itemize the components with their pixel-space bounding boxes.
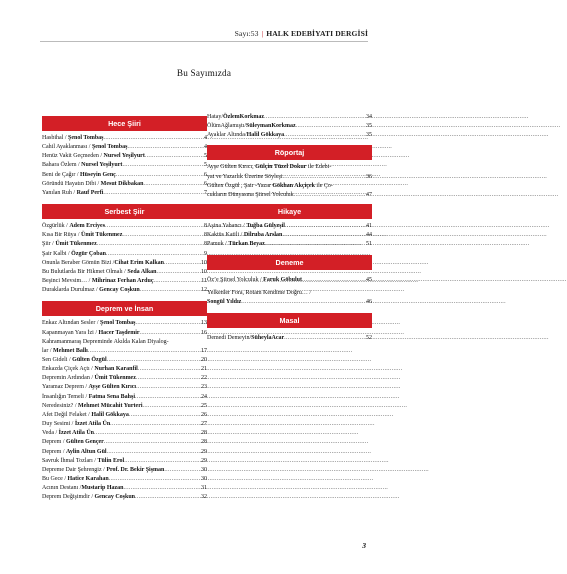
entry-author: Halil Gökkaya: [246, 132, 285, 139]
leader-dots: [302, 276, 365, 285]
leader-dots: [282, 173, 365, 182]
entry-page: 28: [201, 439, 207, 446]
entry-page: 29: [201, 448, 207, 455]
entry-page: 6: [204, 171, 207, 178]
entry-title: Demedi Demeyin/: [207, 335, 252, 342]
leader-dots: [285, 222, 365, 231]
leader-dots: [109, 475, 200, 484]
leader-dots: [164, 466, 200, 475]
entry-title: Gülten Özgül , Şair -Yazar: [207, 182, 273, 189]
leader-dots: [97, 240, 203, 249]
toc-entry[interactable]: [42, 268, 207, 277]
leader-dots: [135, 493, 200, 502]
entry-title: Acının Destanı /: [42, 485, 82, 492]
toc-entry[interactable]: [42, 393, 207, 402]
entry-page: 8: [204, 223, 207, 230]
entry-title: Duraklarda Durulmaz /: [42, 287, 100, 294]
leader-dots: [88, 347, 200, 356]
toc-list-deprem-continued: [207, 113, 372, 140]
leader-dots: [104, 134, 203, 143]
entry-title: Sen Gideli /: [42, 356, 73, 363]
toc-list-masal: [207, 334, 372, 343]
toc-list-deprem: [42, 319, 207, 502]
entry-author: Nursel Yeşilyurt: [103, 153, 145, 160]
entry-title: Depreme Dair Şehrengiz /: [42, 466, 107, 473]
entry-page: 27: [201, 421, 207, 428]
entry-author: Ümit Tükenmez: [55, 241, 97, 248]
entry-title: Onunla Beraber Gömün Bizi /: [42, 259, 115, 266]
entry-page: 35: [366, 123, 372, 130]
entry-author: Gülten Özgül: [72, 356, 107, 363]
toc-entry-deneme-1[interactable]: [207, 276, 372, 285]
leader-dots: [105, 222, 203, 231]
leader-dots: [135, 393, 200, 402]
entry-author: Hüseyin Genç: [80, 171, 116, 178]
section-bar-hece: Hece Şiiri: [42, 116, 207, 131]
leader-dots: [106, 250, 203, 259]
page-header: [40, 29, 368, 38]
entry-title: Ayaklar Altında/: [207, 132, 247, 139]
entry-page: 28: [201, 430, 207, 437]
header-rule: [40, 41, 368, 42]
entry-author: Tuğba Gülyeşil: [246, 223, 285, 230]
toc-entry[interactable]: [42, 383, 207, 392]
toc-entry[interactable]: [207, 222, 372, 231]
entry-author: Ümit Tükenmez: [94, 375, 136, 382]
entry-author: Aylin Altun Gül: [66, 448, 107, 455]
toc-entry[interactable]: [42, 222, 207, 231]
toc-entry[interactable]: [42, 402, 207, 411]
entry-author: Hacer Taşdemir: [98, 329, 140, 336]
leader-dots: [264, 113, 365, 122]
leader-dots: [127, 143, 203, 152]
entry-page: 30: [201, 466, 207, 473]
entry-title-end: ile Ço-: [314, 182, 333, 189]
entry-author: Gencay Coşkun: [99, 287, 140, 294]
toc-entry-roportaj-2[interactable]: [207, 182, 372, 200]
leader-dots: [136, 383, 200, 392]
entry-author: Gökhan Akçiçek: [272, 182, 315, 189]
entry-title: Kaktüs Katili /: [207, 232, 244, 239]
entry-author: Ayşe Gülten Kırıcı: [88, 384, 137, 391]
entry-page: 32: [201, 494, 207, 501]
entry-title: Öz’e Şiirsel Yolculuk /: [207, 276, 264, 283]
entry-page: 24: [201, 393, 207, 400]
toc-entry[interactable]: [42, 240, 207, 249]
entry-author: Dilruba Arslan: [243, 232, 283, 239]
entry-author: Ümit Tükenmez: [81, 232, 123, 239]
entry-title-end: ile Edebi-: [306, 164, 332, 171]
entry-page: 46: [366, 298, 372, 305]
leader-dots: [284, 334, 365, 343]
entry-page: 52: [366, 335, 372, 342]
entry-page: 34: [366, 114, 372, 120]
section-bar-deneme: Deneme: [207, 255, 372, 270]
entry-page: 20: [201, 356, 207, 363]
toc-entry[interactable]: [207, 113, 372, 122]
entry-title: Beni de Çağır /: [42, 171, 80, 178]
toc-entry[interactable]: [42, 484, 207, 493]
leader-dots: [116, 171, 203, 180]
leader-dots: [107, 356, 200, 365]
entry-title: Yanılan Ruh /: [42, 189, 77, 196]
toc-entry[interactable]: [42, 180, 207, 189]
entry-author: İzzet Atila Ün: [74, 421, 111, 428]
entry-page: 11: [201, 278, 207, 285]
entry-page: 10: [201, 259, 207, 266]
toc-left-column: [42, 112, 207, 502]
leader-dots: [124, 457, 200, 466]
entry-page: 25: [201, 402, 207, 409]
entry-page: 4: [204, 135, 207, 141]
toc-list-hece: [42, 134, 207, 198]
leader-dots: [136, 374, 200, 383]
leader-dots: [107, 448, 200, 457]
entry-page: 35: [366, 132, 372, 139]
entry-author: Gülçin Tüzel Dokur: [255, 164, 307, 171]
entry-page: 12: [201, 287, 207, 294]
entry-title: Ayşe Gülten Kırıcı,: [207, 164, 256, 171]
entry-author: Türkan Beyaz: [228, 241, 265, 248]
entry-title: Afet Değil Felaket /: [42, 411, 92, 418]
toc-entry[interactable]: [42, 143, 207, 152]
entry-author: ÖzlemKorkmaz: [223, 114, 264, 120]
entry-page: 36: [366, 173, 372, 180]
toc-entry[interactable]: [42, 189, 207, 198]
entry-page: 23: [201, 384, 207, 391]
toc-entry[interactable]: [207, 334, 372, 343]
entry-title: Deprem /: [42, 448, 66, 455]
entry-page: 10: [201, 268, 207, 275]
entry-author: Tülin Erol: [97, 457, 125, 464]
journal-name: HALK EDEBİYATI DERGİSİ: [266, 29, 368, 38]
entry-author: Mesut Dikbakan: [100, 180, 144, 187]
entry-title: Göründü Hayatın Dibi /: [42, 180, 101, 187]
entry-title: Yelkenler Fora, Rotam Kendime Doğru… /: [207, 289, 312, 296]
entry-author: Adem Erciyes: [69, 223, 106, 230]
toc-entry[interactable]: [42, 448, 207, 457]
toc-right-column: [207, 113, 372, 343]
entry-title: Şair Kalbi /: [42, 250, 72, 257]
entry-title: Henüz Vakit Geçmeden /: [42, 153, 104, 160]
entry-author: Rauf Perfi: [76, 189, 104, 196]
entry-title: Pamuk /: [207, 241, 229, 248]
toc-entry[interactable]: [42, 286, 207, 295]
toc-entry[interactable]: [42, 277, 207, 286]
entry-page: 26: [201, 411, 207, 418]
toc-entry[interactable]: [42, 466, 207, 475]
leader-dots: [122, 231, 203, 240]
toc-entry[interactable]: [42, 171, 207, 180]
entry-page: 4: [204, 144, 207, 151]
entry-title: Hatay/: [207, 114, 223, 120]
entry-page: 8: [204, 232, 207, 239]
leader-dots: [136, 319, 200, 328]
leader-dots: [143, 402, 200, 411]
leader-dots: [145, 152, 203, 161]
toc-entry[interactable]: [42, 259, 207, 268]
toc-entry[interactable]: [42, 329, 207, 338]
section-bar-roportaj: Röportaj: [207, 145, 372, 160]
entry-author: Özgür Çoban: [71, 250, 106, 257]
leader-dots: [144, 180, 203, 189]
leader-dots: [122, 161, 203, 170]
entry-title: Kısa Bir Rüya /: [42, 232, 81, 239]
header-separator: |: [261, 29, 264, 38]
entry-page: 29: [201, 457, 207, 464]
entry-author: Prof. Dr. Bekir Şişman: [106, 466, 165, 473]
entry-page: 6: [204, 180, 207, 187]
entry-author: Seda Alkan: [127, 268, 157, 275]
entry-title-cont: yat ve Yazarlık Üzerine Söyleşi: [207, 173, 283, 180]
toc-entry[interactable]: [42, 475, 207, 484]
entry-page: 5: [204, 153, 207, 160]
section-bar-masal: Masal: [207, 313, 372, 328]
entry-title: Cahil Ayaklanması /: [42, 144, 92, 151]
leader-dots: [140, 329, 200, 338]
leader-dots: [124, 484, 201, 493]
entry-author: Nursel Yeşilyurt: [81, 162, 123, 169]
entry-page: 13: [201, 320, 207, 327]
leader-dots: [241, 298, 365, 307]
leader-dots: [94, 429, 200, 438]
toc-entry[interactable]: [42, 365, 207, 374]
leader-dots: [138, 365, 200, 374]
leader-dots: [164, 259, 200, 268]
entry-author: Fatma Sena Bahşi: [88, 393, 135, 400]
leader-dots: [157, 268, 200, 277]
toc-list-serbest: [42, 222, 207, 295]
entry-author: Gencay Coşkun: [94, 494, 136, 501]
leader-dots: [110, 420, 200, 429]
toc-entry[interactable]: [207, 231, 372, 240]
entry-author: Şenol Tombaş: [100, 320, 136, 327]
leader-dots: [104, 438, 200, 447]
leader-dots: [296, 122, 365, 131]
entry-title: Deprem /: [42, 439, 66, 446]
entry-author: Hatice Karahan: [67, 476, 109, 482]
toc-entry[interactable]: [42, 429, 207, 438]
entry-page: 51: [366, 241, 372, 248]
entry-author: Mehmet Mücahit Yurteri: [77, 402, 143, 409]
entry-page: 8: [204, 241, 207, 248]
entry-title: Yaramaz Deprem /: [42, 384, 89, 391]
toc-entry[interactable]: [42, 356, 207, 365]
entry-title-cont: cukların Dünyasına Şiirsel Yolculuk: [207, 191, 294, 198]
entry-title: Deprem Değişimdir /: [42, 494, 95, 501]
toc-entry[interactable]: [42, 493, 207, 502]
entry-page: 44: [366, 232, 372, 239]
entry-title: Veda /: [42, 430, 59, 437]
entry-page: 9: [204, 250, 207, 257]
entry-page: 21: [201, 366, 207, 373]
entry-author: Şenol Tombaş: [68, 135, 104, 141]
entry-author: Mihrinaz Ferhan Arduç: [91, 278, 154, 285]
entry-page: 7: [204, 189, 207, 196]
entry-title: Kapanmayan Yara İzi /: [42, 329, 99, 336]
entry-author: Songül Yıldız: [207, 298, 242, 305]
entry-page: 17: [201, 347, 207, 354]
entry-title: Kahramanmaraş Depreminde Akılda Kalan Diyalog-: [42, 338, 169, 345]
entry-author: Nurhan Karanfil: [94, 366, 138, 373]
entry-author: Cihat Erim Kalkan: [114, 259, 165, 266]
entry-title: Beşinci Mevsim… /: [42, 278, 92, 285]
leader-dots: [129, 411, 200, 420]
entry-title: Neredesiniz? /: [42, 402, 78, 409]
toc-entry[interactable]: [42, 411, 207, 420]
entry-author: İzzet Atila Ün: [58, 430, 94, 437]
leader-dots: [265, 240, 365, 249]
entry-title: Hasbihal /: [42, 135, 68, 141]
entry-title: Enkaz Altından Sesler /: [42, 320, 100, 327]
toc-entry[interactable]: [42, 374, 207, 383]
entry-page: 30: [201, 476, 207, 482]
toc-entry[interactable]: [207, 122, 372, 131]
entry-author: Mustarip Hazan: [81, 485, 124, 492]
entry-title: Depremin Ardından /: [42, 375, 95, 382]
section-bar-deprem: Deprem ve İnsan: [42, 301, 207, 316]
entry-title: Duy Sesimi /: [42, 421, 75, 428]
leader-dots: [294, 191, 365, 200]
toc-entry[interactable]: [42, 438, 207, 447]
toc-entry[interactable]: [42, 134, 207, 143]
leader-dots: [154, 277, 201, 286]
entry-title: İnsanlığın Temeli /: [42, 393, 89, 400]
page-title: Bu Sayımızda: [176, 68, 232, 78]
entry-page: 16: [201, 329, 207, 336]
leader-dots: [103, 189, 203, 198]
toc-entry[interactable]: [42, 420, 207, 429]
toc-entry[interactable]: [207, 240, 372, 249]
toc-entry[interactable]: [42, 161, 207, 170]
entry-author: Şenol Tombaş: [91, 144, 128, 151]
toc-entry[interactable]: [42, 231, 207, 240]
entry-title: Bu Bulutlarda Bir Hikmet Olmalı /: [42, 268, 128, 275]
toc-list-hikaye: [207, 222, 372, 249]
section-bar-hikaye: Hikaye: [207, 204, 372, 219]
section-bar-serbest: Serbest Şiir: [42, 204, 207, 219]
entry-page: 22: [201, 375, 207, 382]
entry-title: Şiir /: [42, 241, 56, 248]
entry-author: Faruk Göbulut: [263, 276, 303, 283]
leader-dots: [140, 286, 200, 295]
entry-page: 31: [201, 485, 207, 492]
entry-title: ÖlümAğlamıştı/: [207, 123, 246, 130]
entry-author: Gülten Gençer: [66, 439, 104, 446]
entry-page: 5: [204, 162, 207, 169]
entry-author: Mehmet Ballı: [53, 347, 88, 354]
entry-title: Özgürlük /: [42, 223, 70, 230]
toc-entry[interactable]: [42, 319, 207, 328]
entry-title: Enkazda Çiçek Açtı /: [42, 366, 95, 373]
toc-entry-deneme-2[interactable]: [207, 289, 372, 307]
entry-title-cont: lar /: [42, 347, 53, 354]
toc-entry[interactable]: [207, 131, 372, 140]
toc-entry[interactable]: [42, 338, 207, 356]
leader-dots: [282, 231, 365, 240]
page-number: 3: [362, 541, 366, 550]
entry-title: Bu Gece /: [42, 476, 68, 482]
toc-entry[interactable]: [42, 152, 207, 161]
entry-page: 41: [366, 223, 372, 230]
toc-entry[interactable]: [42, 250, 207, 259]
entry-author: Halil Gökkaya: [91, 411, 129, 418]
entry-author: SüheylaAcar: [251, 335, 285, 342]
entry-title: Savruk İhmal Tozları /: [42, 457, 98, 464]
entry-title: Aşina Yabancı /: [207, 223, 247, 230]
entry-page: 47: [366, 191, 372, 198]
toc-entry[interactable]: [42, 457, 207, 466]
leader-dots: [284, 131, 365, 140]
entry-author: SüleymanKorkmaz: [246, 123, 296, 130]
entry-page: 45: [366, 276, 372, 283]
toc-entry-roportaj-1[interactable]: [207, 163, 372, 181]
issue-number: Sayı:53: [234, 29, 259, 38]
entry-title: Bahara Özlem /: [42, 162, 82, 169]
